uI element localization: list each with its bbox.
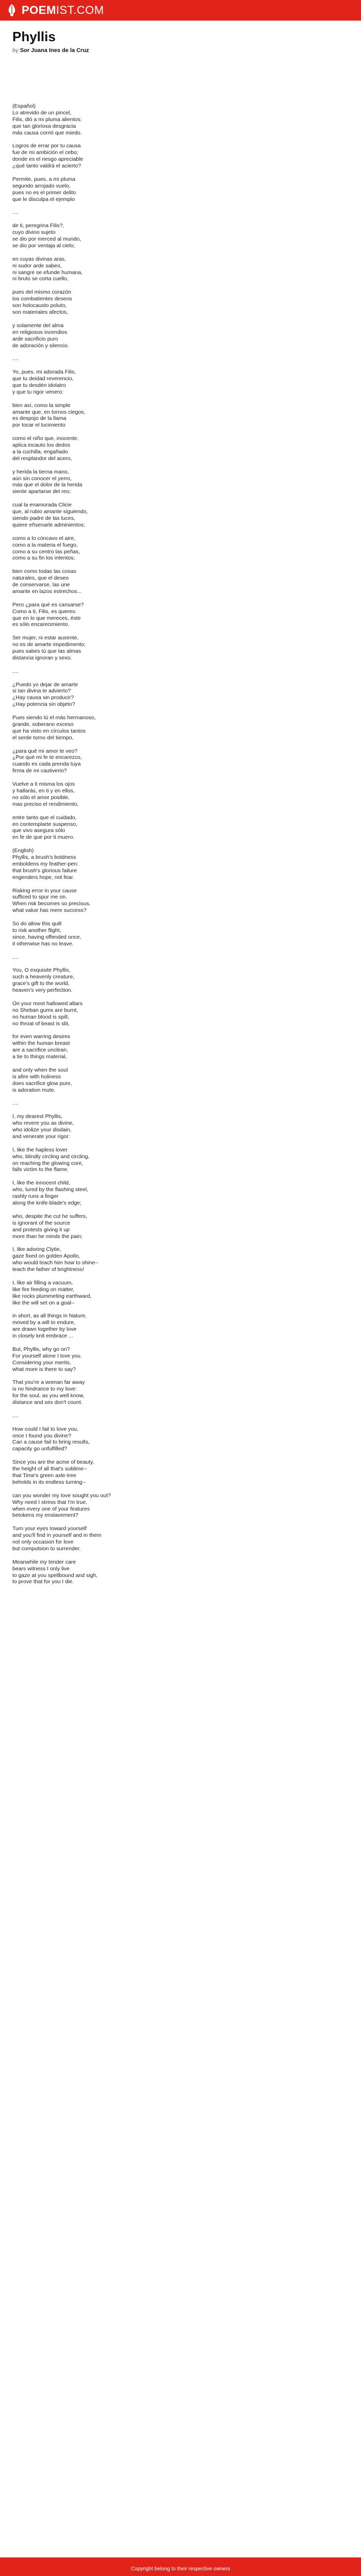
poem-line: ....	[12, 355, 19, 362]
stanza	[12, 888, 342, 914]
poem-line: no Sheban gums are burnt,	[12, 1007, 78, 1013]
poem-line: Can a cause fail to bring results,	[12, 1439, 90, 1446]
stanza	[12, 748, 342, 775]
poem-line: mas preciso el rendimiento,	[12, 801, 79, 807]
poem-line: que tu desdén idolatro	[12, 382, 66, 388]
stanza	[12, 402, 342, 429]
stanza	[12, 143, 342, 170]
poem-line: what value has mere success?	[12, 907, 87, 914]
stanza	[12, 635, 342, 662]
stanza	[12, 435, 342, 462]
stanza	[12, 1147, 342, 1174]
stanza	[12, 369, 342, 396]
poem-line: teach the father of brightness!	[12, 1266, 84, 1273]
poem-line: no throat of beast is slit,	[12, 1020, 70, 1027]
stanza	[12, 256, 342, 283]
poem-line: a tie to things material,	[12, 1054, 67, 1060]
poem-line: aplica incauto los dedos	[12, 442, 71, 449]
poem-line: sufficed to spur me on.	[12, 894, 68, 901]
poem-line: ....	[12, 668, 19, 674]
poem-line: I, like air filling a vacuum,	[12, 1279, 73, 1286]
poem-line: pues no es el primer delito	[12, 189, 76, 196]
stanza	[12, 289, 342, 316]
poem-line: ¿Puedo yo dejar de amarte	[12, 681, 78, 688]
poem-line: ¿Por qué mi fe te encarezco,	[12, 754, 82, 761]
poem-line: heaven's very perfection.	[12, 987, 73, 994]
poem-line: ....	[12, 209, 19, 216]
poem-line: like fire feeding on matter,	[12, 1286, 75, 1293]
poem-line: rashly runs a finger	[12, 1193, 59, 1200]
poem-line: no es de amarte impedimento;	[12, 641, 86, 648]
poem-line: Pero ¿para qué es cansarse?	[12, 601, 84, 608]
poem-line: like rocks plummeting earthward,	[12, 1293, 92, 1299]
poem-line: bien así, como la simple	[12, 402, 71, 409]
poem-line: es despojo de la llama	[12, 415, 67, 422]
stanza	[12, 223, 342, 249]
poem-line: When risk becomes so precious,	[12, 901, 91, 907]
poem-line: and protests giving it up	[12, 1226, 70, 1233]
stanza	[12, 1526, 342, 1552]
poem-line: to prove that for you I die.	[12, 1579, 74, 1585]
poem-line: ¿qué tanto valdrá el acierto?	[12, 163, 81, 170]
poem-line: no sólo el amor posible,	[12, 794, 70, 801]
poem-line: is ignorant of the source	[12, 1219, 71, 1226]
poem-line: Como a ti, Filis, es queres:	[12, 608, 77, 615]
stanza	[12, 1559, 342, 1586]
poem-line: on reaching the glowing core,	[12, 1160, 84, 1166]
poem-line: más causa corrió que miedo.	[12, 129, 82, 136]
poem-line: engenders hope, not fear.	[12, 874, 74, 880]
poem-line: who, lured by the flashing steel,	[12, 1187, 89, 1193]
poem-line: capacity go unfulfilled?	[12, 1446, 68, 1452]
poem-line: es sólo encarecimiento.	[12, 621, 70, 628]
stanza	[12, 1180, 342, 1207]
poem-line: que tu deidad reverencio,	[12, 376, 74, 382]
poem-line: Phyllis, a brush's boldness	[12, 854, 76, 861]
stanza	[12, 682, 342, 708]
poem-line: Ser mujer, ni estar ausente,	[12, 635, 79, 641]
byline	[12, 47, 89, 54]
poem-line: once I found you divine?	[12, 1432, 71, 1439]
poem-line: siente apartarse del reo;	[12, 488, 71, 495]
stanza	[12, 1246, 342, 1273]
stanza	[12, 781, 342, 808]
poem-line: like the will set on a goal--	[12, 1299, 75, 1306]
poem-line: who, blindly circling and circling,	[12, 1153, 90, 1160]
poem-line: grande, soberano exceso	[12, 721, 74, 727]
logo-light-text: IST.COM	[56, 4, 104, 16]
poem-line: pues sabes tú que las almas	[12, 648, 81, 655]
poem-line: como el niño que, inocente,	[12, 435, 79, 442]
poem-body	[12, 103, 342, 1592]
poem-line: y hallarás, en ti y en ellos,	[12, 788, 75, 794]
poem-line: such a heavenly creature,	[12, 974, 75, 980]
poem-line: ni sudor arde sabeo,	[12, 262, 62, 269]
stanza	[12, 1459, 342, 1486]
poem-line: that Time's green axle-tree	[12, 1472, 76, 1479]
poem-line: en fe de que por ti muero.	[12, 834, 75, 841]
poem-line: So do allow this quill	[12, 921, 62, 927]
stanza	[12, 1426, 342, 1453]
poem-line: pues del mismo corazón	[12, 289, 71, 296]
poem-line: when every one of your features	[12, 1505, 90, 1512]
poem-line: y herida la tierna mano,	[12, 468, 69, 475]
poem-line: entre tanto que el cuidado,	[12, 814, 77, 821]
poem-line: I, like adoring Clytie,	[12, 1246, 61, 1253]
poem-line: ....	[12, 954, 19, 960]
poem-line: beholds in its endless turning--	[12, 1479, 86, 1485]
poem-line: como a su fin los intentos;	[12, 555, 75, 562]
poem-line: emboldens my feather-pen:	[12, 860, 78, 867]
poem-line: Why need I stress that I'm true,	[12, 1499, 87, 1505]
stanza	[12, 815, 342, 841]
site-footer	[0, 2557, 361, 2576]
poem-line: que ha visto en círculos tantos	[12, 727, 86, 734]
poem-line: ....	[12, 1412, 19, 1419]
poem-line: That you're a woman far away	[12, 1379, 85, 1386]
logo-bold-text: POEM	[22, 4, 56, 16]
poem-line: arde sacrificio puro	[12, 335, 58, 342]
site-header	[0, 0, 361, 21]
stanza	[12, 967, 342, 994]
poem-line: On your most hallowed altars	[12, 1000, 83, 1007]
stanza	[12, 1033, 342, 1060]
poem-line: in short, as all things in Nature,	[12, 1313, 87, 1319]
poem-line: bears witness I only live	[12, 1565, 70, 1572]
stanza	[12, 715, 342, 741]
poem-line: de ti, peregrina Filis?,	[12, 223, 64, 229]
stanza	[12, 1067, 342, 1094]
poem-line: betokens my enslavement?	[12, 1512, 78, 1519]
poem-line: are drawn together by love	[12, 1326, 77, 1333]
poem-line: Since you are the acme of beauty,	[12, 1459, 94, 1466]
poem-line: por tocar el lucimiento	[12, 422, 65, 429]
poem-line: I, my dearest Phyllis,	[12, 1113, 62, 1120]
poem-line: is afire with holiness	[12, 1073, 61, 1080]
stanza	[12, 469, 342, 496]
poem-line: amante en lazos estrechos...	[12, 588, 82, 595]
poem-line: I, like the hapless lover	[12, 1146, 68, 1153]
poem-line: cuando es cada prenda tuya	[12, 761, 81, 768]
poem-line: But, Phyllis, why go on?	[12, 1346, 70, 1352]
poem-line: (Español)	[12, 103, 36, 109]
poem-line: del resplandor del acero,	[12, 455, 72, 462]
poem-line: Meanwhile my tender care	[12, 1558, 76, 1565]
poem-line: the height of all that's sublime--	[12, 1466, 87, 1472]
poem-line: moved by a will to endure,	[12, 1319, 75, 1326]
stanza	[12, 1213, 342, 1240]
stanza	[12, 848, 342, 881]
poem-line: is no hindrance to my love:	[12, 1386, 77, 1393]
poem-line: fue de mi ambición el cebo;	[12, 149, 78, 156]
poem-line: Yo, pues, mi adorada Filis,	[12, 369, 76, 376]
poem-line: se dio por ventaja al cielo;	[12, 242, 75, 249]
stanza	[12, 954, 342, 961]
stanza	[12, 323, 342, 349]
poem-line: You, O exquisite Phyllis,	[12, 967, 71, 974]
poem-line: (English)	[12, 848, 34, 854]
poem-line: que tan gloriosa desgracia	[12, 123, 76, 129]
poem-line: who revere you as divine,	[12, 1120, 74, 1127]
poem-line: como a la materia el fuego,	[12, 541, 78, 548]
poem-line: to gaze at you spellbound and sigh,	[12, 1572, 98, 1579]
stanza	[12, 355, 342, 362]
poem-line: Permite, pues, a mi pluma	[12, 176, 75, 182]
author-link[interactable]: Sor Juana Ines de la Cruz	[20, 47, 89, 54]
poem-line: but compulsion to surrender.	[12, 1545, 81, 1552]
poem-line: son holocausto poluto,	[12, 302, 67, 309]
poem-line: aún sin conocer el yerro,	[12, 475, 72, 482]
stanza	[12, 1379, 342, 1406]
stanza	[12, 103, 342, 137]
poem-line: donde es el riesgo apreciable	[12, 156, 84, 163]
poem-line: Pues siendo tú el más hermanoso,	[12, 715, 96, 721]
poem-line: en religiosos incendios	[12, 329, 68, 335]
poem-line: does sacrifice glow pure,	[12, 1080, 72, 1087]
poem-line: bien como todas las cosas	[12, 568, 76, 575]
poem-line: Logros de errar por tu causa	[12, 143, 81, 149]
poem-line: ....	[12, 1100, 19, 1107]
poem-line: en cuyas divinas aras,	[12, 256, 66, 262]
stanza	[12, 602, 342, 629]
poem-line: gaze fixed on golden Apollo,	[12, 1253, 80, 1260]
poem-line: can you wonder my love sought you out?	[12, 1492, 111, 1499]
copyright-text: Copyright belong to their respective owners	[130, 2566, 231, 2572]
poem-line: si tan divina te advierto?	[12, 688, 71, 694]
poem-line: Risking error in your cause	[12, 887, 77, 894]
by-label: by	[12, 47, 19, 54]
poem-line: How could I fail to love you,	[12, 1426, 78, 1432]
stanza	[12, 176, 342, 203]
poem-line: a la cuchilla, engañado	[12, 448, 68, 455]
stanza	[12, 535, 342, 562]
poem-line: what more is there to say?	[12, 1366, 76, 1372]
poem-line: that brush's glorious failure	[12, 867, 77, 874]
stanza	[12, 1100, 342, 1107]
poem-line: siendo padre de las luces,	[12, 515, 75, 521]
poem-line: como a lo cóncavo el aire,	[12, 535, 75, 541]
poem-line: it otherwise has no leave.	[12, 940, 74, 947]
poem-line: más que el dolor de la herida	[12, 482, 83, 488]
poem-line: to risk another flight,	[12, 927, 61, 934]
poem-title: Phyllis	[12, 29, 56, 44]
poem-line: de adoración y silencio.	[12, 342, 69, 349]
poem-line: Vuelve a ti misma los ojos	[12, 781, 75, 788]
poem-line: que en lo que mereces, éste	[12, 615, 81, 621]
stanza	[12, 209, 342, 216]
poem-line: y que tu rigor venero:	[12, 388, 64, 395]
stanza	[12, 502, 342, 529]
poem-line: de conservarse, las une	[12, 582, 70, 588]
poem-line: no human blood is spilt,	[12, 1013, 70, 1020]
poem-line: not only occasion for love	[12, 1539, 74, 1546]
poem-line: who would teach him how to shine--	[12, 1260, 99, 1266]
poem-line: and only when the soul	[12, 1066, 68, 1073]
poem-line: who, despite the cut he suffers,	[12, 1213, 88, 1219]
poem-line: who idolize your disdain,	[12, 1127, 72, 1133]
poem-line: ni sangre se efunde humana,	[12, 269, 83, 276]
poem-line: quiere eñsenarle adminientos;	[12, 521, 85, 528]
poem-line: Filis, dió a mi pluma alientos:	[12, 116, 82, 123]
stanza	[12, 1280, 342, 1307]
stanza	[12, 568, 342, 595]
poem-line: el serde torno del tiempo,	[12, 734, 74, 741]
stanza	[12, 1113, 342, 1140]
poem-line: ¿Hay causa sin producir?	[12, 694, 74, 701]
poem-line: Considering your merits,	[12, 1359, 71, 1366]
poem-line: y solamente del alma	[12, 322, 64, 329]
quill-icon[interactable]	[6, 4, 18, 17]
poem-line: cuyo divino sujeto	[12, 229, 56, 236]
poem-line: cual la enamorada Clicie	[12, 502, 72, 509]
stanza	[12, 1413, 342, 1419]
poem-line: se dio por merced al mundo,	[12, 236, 81, 243]
poem-line: are a sacrifice unclean,	[12, 1047, 68, 1054]
poem-line: Turn your eyes toward yourself	[12, 1526, 87, 1532]
poem-line: within the human breast	[12, 1040, 70, 1047]
poem-line: and you'll find in yourself and in them	[12, 1532, 102, 1539]
poem-line: for the soul, as you well know,	[12, 1393, 85, 1399]
poem-line: and venerate your rigor:	[12, 1133, 70, 1140]
poem-line: distance and sex don't count.	[12, 1399, 83, 1406]
stanza	[12, 1313, 342, 1340]
poem-line: que vivo asegura sólo	[12, 827, 65, 834]
poem-line: is adoration mute.	[12, 1087, 56, 1093]
poem-line: For yourself alone I love you.	[12, 1352, 82, 1359]
poem-line: como a su centro las peñas,	[12, 548, 80, 555]
poem-line: for even warring desires	[12, 1033, 71, 1040]
poem-line: since, having offended once,	[12, 934, 81, 940]
poem-line: ¿Hay potencia sin objeto?	[12, 701, 75, 708]
poem-line: along the knife-blade's edge;	[12, 1199, 81, 1206]
poem-line: naturales, que el deseo	[12, 575, 69, 582]
stanza	[12, 668, 342, 675]
poem-line: more than he minds the pain;	[12, 1233, 83, 1240]
poem-line: que, al rubio amante siguiendo,	[12, 509, 88, 515]
poem-line: distancia ignoran y sexo.	[12, 654, 72, 661]
stanza	[12, 1001, 342, 1027]
poem-heading	[12, 29, 89, 54]
poem-line: ni bruto se corta cuello,	[12, 276, 69, 282]
poem-line: I, like the innocent child,	[12, 1180, 71, 1187]
poem-line: los combatientes deseos	[12, 296, 72, 302]
poem-line: en contemplarte suspenso,	[12, 821, 78, 827]
poem-line: falls victim to the flame.	[12, 1166, 69, 1173]
poem-line: in closely knit embrace ...	[12, 1333, 73, 1340]
poem-line: que le disculpa el ejemplo	[12, 196, 75, 202]
site-logo-link[interactable]	[22, 4, 104, 17]
stanza	[12, 1493, 342, 1519]
poem-line: firma de mi cautiverio?	[12, 768, 67, 774]
poem-line: ¿para qué mi amor te veo?	[12, 748, 78, 754]
poem-line: Lo atrevido de un pincel,	[12, 109, 72, 116]
stanza	[12, 1346, 342, 1373]
poem-line: segundo arrojado vuelo,	[12, 182, 71, 189]
stanza	[12, 921, 342, 947]
poem-line: grace's gift to the world,	[12, 980, 70, 987]
poem-line: amante que, en tornos ciegos,	[12, 409, 86, 415]
poem-line: son materiales afectos,	[12, 309, 68, 315]
